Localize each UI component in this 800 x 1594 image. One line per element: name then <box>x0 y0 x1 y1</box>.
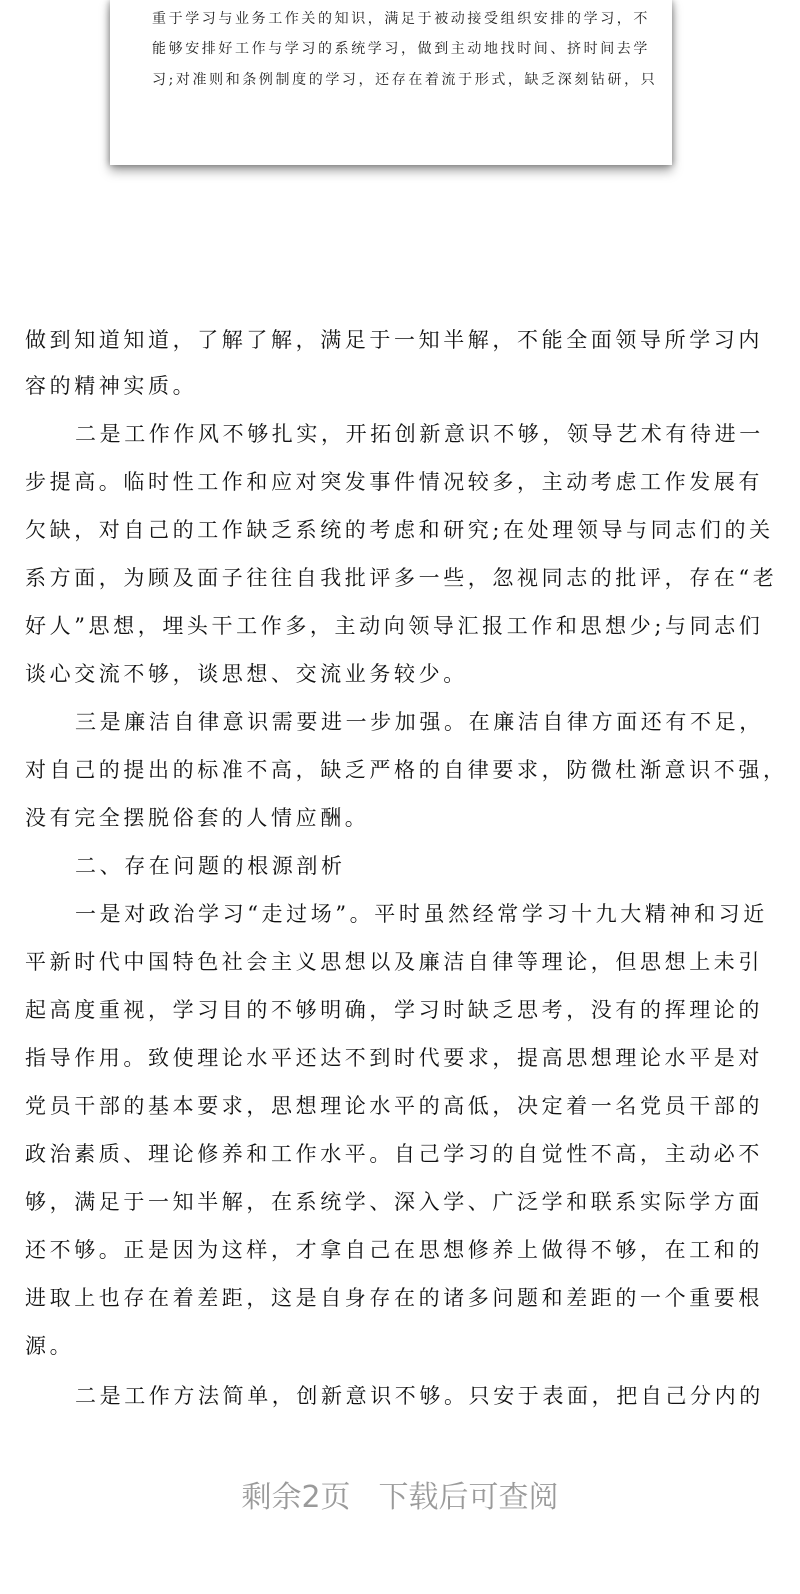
body-line: 没有完全摆脱俗套的人情应酬。 <box>25 806 370 830</box>
body-line: 一是对政治学习“走过场”。平时虽然经常学习十九大精神和习近 <box>75 902 768 926</box>
body-line: 好人”思想，埋头干工作多，主动向领导汇报工作和思想少;与同志们 <box>25 614 764 638</box>
preview-page-card <box>110 0 672 165</box>
body-line: 党员干部的基本要求，思想理论水平的高低，决定着一名党员干部的 <box>25 1094 763 1118</box>
body-line: 容的精神实质。 <box>25 374 198 398</box>
body-line: 源。 <box>25 1334 75 1358</box>
body-line: 二是工作作风不够扎实，开拓创新意识不够，领导艺术有待进一 <box>75 422 764 446</box>
download-to-view-label[interactable]: 下载后可查阅 <box>378 1480 559 1515</box>
body-line: 对自己的提出的标准不高，缺乏严格的自律要求，防微杜渐意识不强， <box>25 758 788 782</box>
body-line: 政治素质、理论修养和工作水平。自己学习的自觉性不高，主动必不 <box>25 1142 763 1166</box>
body-line: 谈心交流不够，谈思想、交流业务较少。 <box>25 662 468 686</box>
body-line: 做到知道知道，了解了解，满足于一知半解，不能全面领导所学习内 <box>25 328 763 352</box>
card-text-line: 重于学习与业务工作关的知识，满足于被动接受组织安排的学习，不 <box>152 11 650 27</box>
body-line: 起高度重视，学习目的不够明确，学习时缺乏思考，没有的挥理论的 <box>25 998 763 1022</box>
body-line: 指导作用。致使理论水平还达不到时代要求，提高思想理论水平是对 <box>25 1046 763 1070</box>
body-line: 系方面，为顾及面子往往自我批评多一些，忽视同志的批评，存在“老 <box>25 566 778 590</box>
remaining-pages-label: 剩余2页 <box>241 1480 351 1515</box>
body-line: 步提高。临时性工作和应对突发事件情况较多，主动考虑工作发展有 <box>25 470 763 494</box>
body-line: 够，满足于一知半解，在系统学、深入学、广泛学和联系实际学方面 <box>25 1190 763 1214</box>
body-line: 进取上也存在着差距，这是自身存在的诸多问题和差距的一个重要根 <box>25 1286 763 1310</box>
body-line: 三是廉洁自律意识需要进一步加强。在廉洁自律方面还有不足， <box>75 710 764 734</box>
body-line: 还不够。正是因为这样，才拿自己在思想修养上做得不够，在工和的 <box>25 1238 763 1262</box>
card-text-line: 能够安排好工作与学习的系统学习，做到主动地找时间、挤时间去学 <box>152 41 650 57</box>
body-line: 二是工作方法简单，创新意识不够。只安于表面，把自己分内的 <box>75 1384 764 1408</box>
section-heading: 二、存在问题的根源剖析 <box>75 854 346 878</box>
body-line: 平新时代中国特色社会主义思想以及廉洁自律等理论，但思想上未引 <box>25 950 763 974</box>
body-line: 欠缺，对自己的工作缺乏系统的考虑和研究;在处理领导与同志们的关 <box>25 518 774 542</box>
download-prompt[interactable] <box>0 1472 800 1516</box>
card-text-line: 习;对准则和条例制度的学习，还存在着流于形式，缺乏深刻钻研，只 <box>152 72 658 88</box>
